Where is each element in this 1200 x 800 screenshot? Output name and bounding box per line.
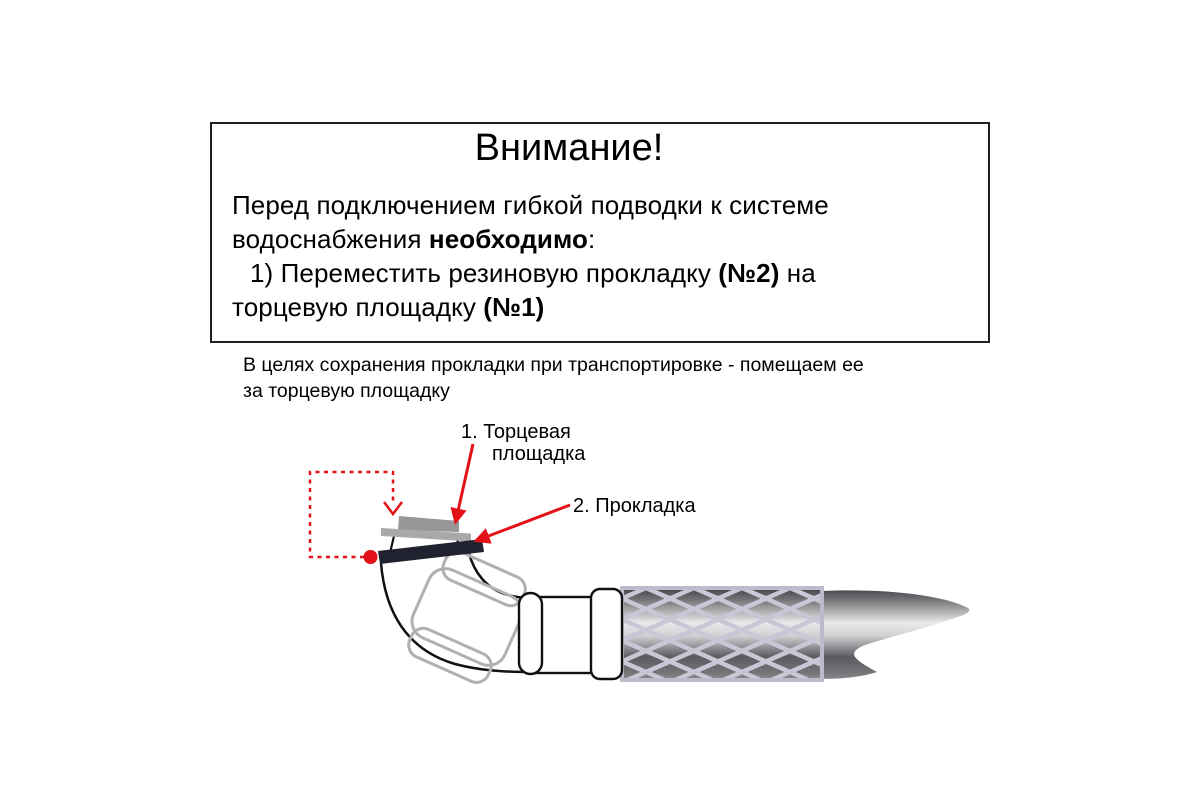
label-1-line-1: 1. Торцевая <box>461 421 571 443</box>
dashed-path-arrowhead-icon <box>384 502 402 514</box>
warning-line-4: торцевую площадку (№1) <box>232 292 545 322</box>
gasket-position-dot <box>364 550 378 564</box>
rubber-gasket <box>378 539 484 564</box>
dashed-move-path <box>310 472 393 557</box>
label1-arrow-icon <box>456 444 473 520</box>
label-1-line-2: площадка <box>492 443 586 465</box>
warning-line-1: Перед подключением гибкой подводки к системе <box>232 190 829 220</box>
gasket-move-annotation <box>310 472 402 557</box>
connector-group <box>519 589 622 679</box>
hex-nut-body <box>406 563 527 671</box>
hose-tail <box>822 590 969 679</box>
transport-note-line-1: В целях сохранения прокладки при транспортировке - помещаем ее <box>243 354 864 376</box>
warning-line-3: 1) Переместить резиновую прокладку (№2) на <box>250 258 816 288</box>
ferrule <box>591 589 622 679</box>
label2-arrow-icon <box>478 505 570 540</box>
label-2: 2. Прокладка <box>573 495 696 517</box>
elbow-outer-wall <box>381 563 531 672</box>
collar-ring <box>519 593 542 674</box>
warning-line-2: водоснабжения необходимо: <box>232 224 596 254</box>
transport-note-line-2: за торцевую площадку <box>243 380 450 402</box>
warning-title: Внимание! <box>474 127 664 169</box>
braided-sleeve-weave <box>622 588 822 680</box>
